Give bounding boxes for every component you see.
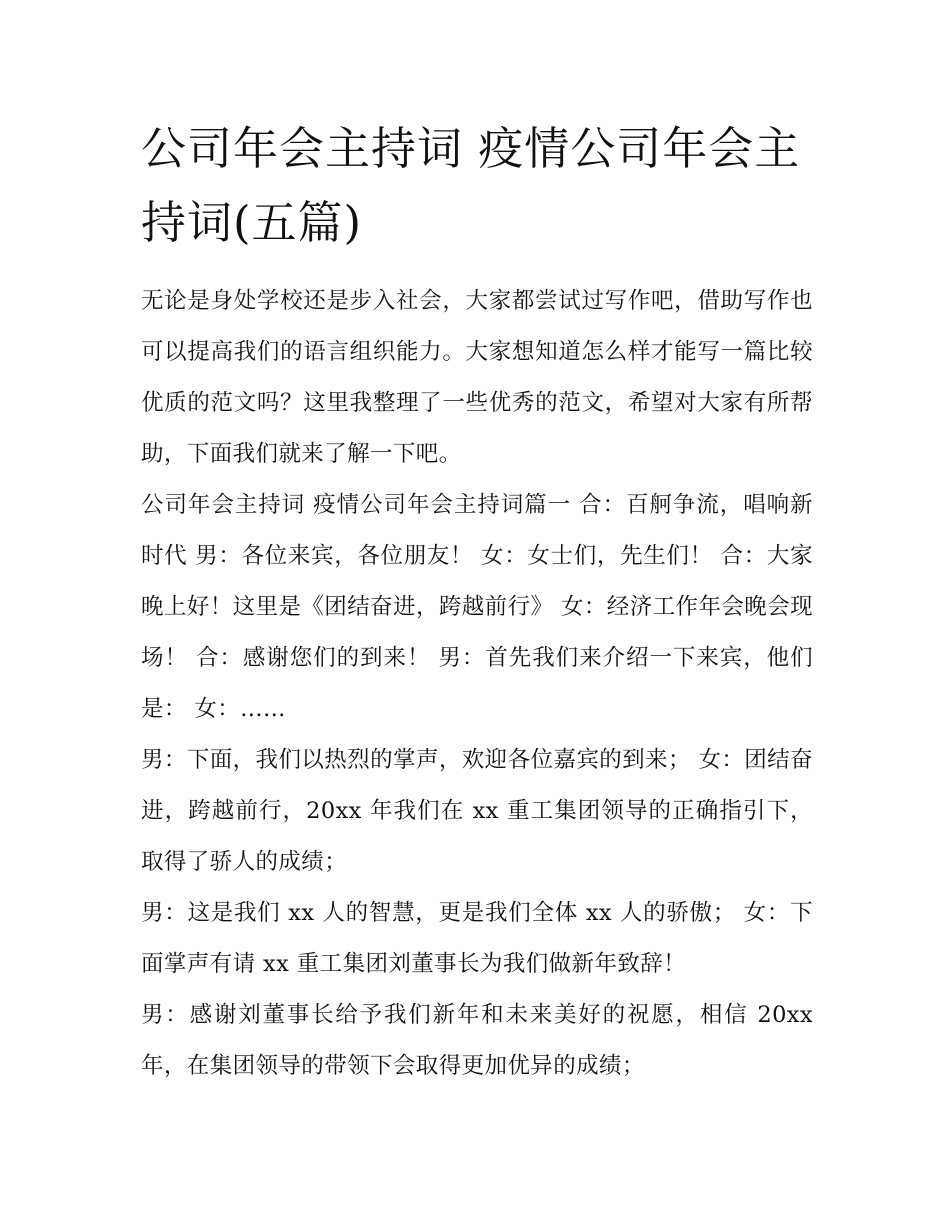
document-title: 公司年会主持词 疫情公司年会主持词(五篇) <box>141 122 801 249</box>
script-paragraph-thanks: 男：感谢刘董事长给予我们新年和未来美好的祝愿，相信 20xx 年，在集团领导的带领下会取得更加优异的成绩； <box>141 1002 813 1079</box>
script-paragraph-welcome: 男：下面，我们以热烈的掌声，欢迎各位嘉宾的到来； 女：团结奋进，跨越前行，20xx 年我们在 xx 重工集团领导的正确指引下，取得了骄人的成绩； <box>141 747 813 875</box>
intro-paragraph: 无论是身处学校还是步入社会，大家都尝试过写作吧，借助写作也可以提高我们的语言组织能力。大家想知道怎么样才能写一篇比较优质的范文吗？这里我整理了一些优秀的范文，希望对大家有所帮助，下面我们就来了解一下吧。 <box>141 288 813 467</box>
document-body <box>141 276 813 1092</box>
script-paragraph-pride: 男：这是我们 xx 人的智慧，更是我们全体 xx 人的骄傲； 女：下面掌声有请 xx 重工集团刘董事长为我们做新年致辞！ <box>141 900 813 977</box>
script-paragraph-opening: 公司年会主持词 疫情公司年会主持词篇一 合：百舸争流，唱响新时代 男：各位来宾，各位朋友！ 女：女士们，先生们！ 合：大家晚上好！这里是《团结奋进，跨越前行》 女：经济工作年会晚会现场！ 合：感谢您们的到来！ 男：首先我们来介绍一下来宾，他们是： 女：…… <box>141 492 813 722</box>
document-content <box>141 112 813 1092</box>
